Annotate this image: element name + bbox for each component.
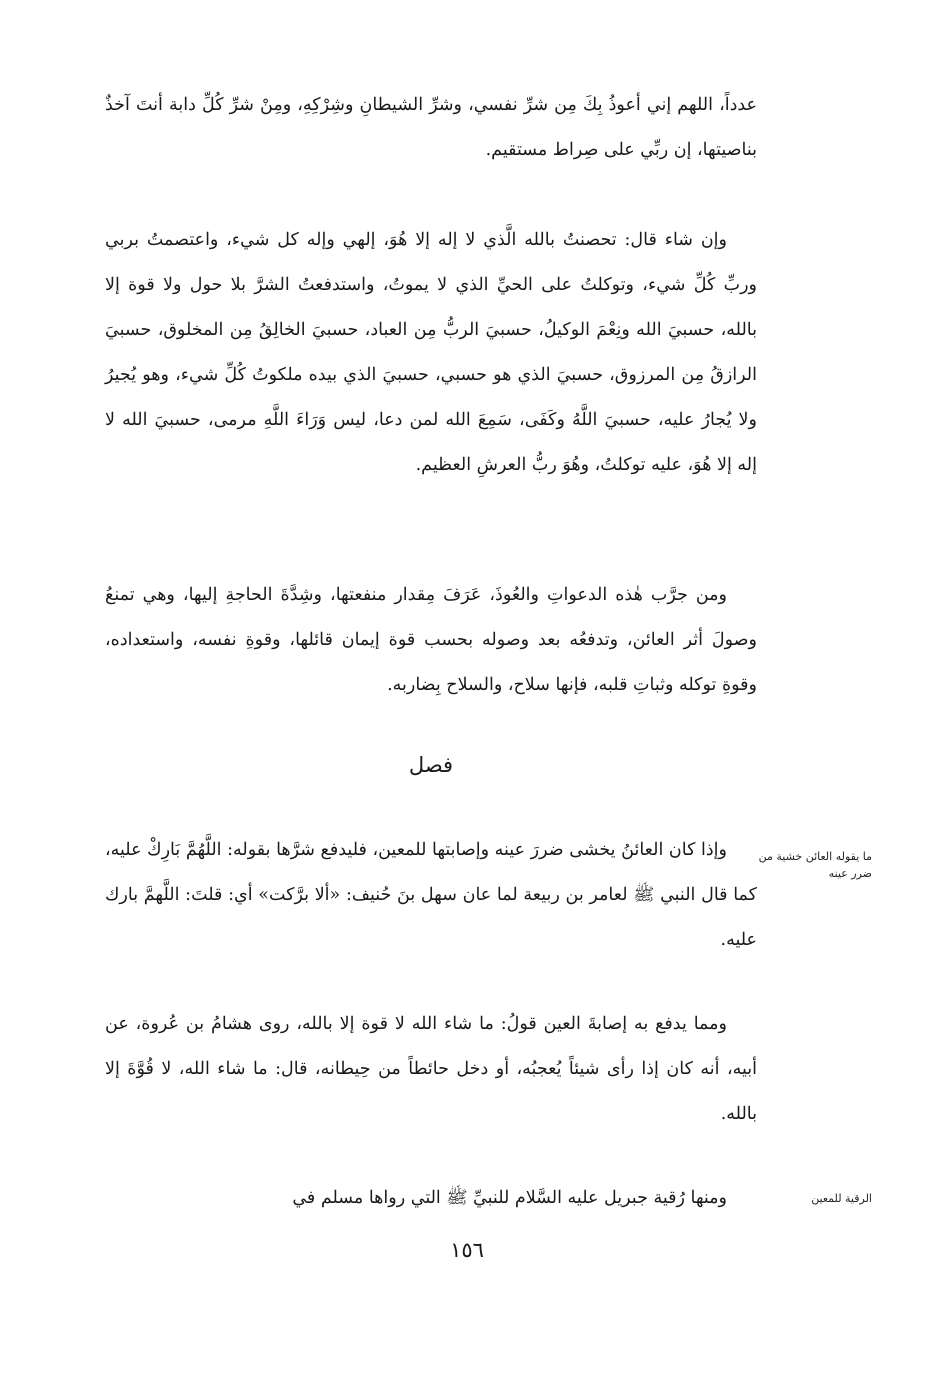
paragraph-1: عدداً، اللهم إني أعوذُ بِكَ مِن شرِّ نفسي، وشرِّ الشيطانِ وشِرْكِهِ، ومِنْ شرِّ كُلِّ دابة أنتَ آخذٌ بناصيتها، إن ربِّي على صِراط مستقيم. [105,95,757,160]
text-block-1 [105,83,757,173]
text-block-5 [105,1002,757,1137]
paragraph-2: وإن شاء قال: تحصنتُ بالله الَّذي لا إله إلا هُوَ، إلهي وإله كل شيء، واعتصمتُ بربي وربِّ كُلِّ شيء، وتوكلتُ على الحيِّ الذي لا يموتُ، واستدفعتُ الشرَّ بلا حول ولا قوة إلا بالله، حسبيَ الله ونِعْمَ الوكيلُ، حسبيَ الربُّ مِن العباد، حسبيَ الخالِقُ مِن المخلوق، حسبيَ الرازقُ مِن المرزوق، حسبيَ الذي هو حسبي، حسبيَ الذي بيده ملكوتُ كُلِّ شيء، وهو يُجيرُ ولا يُجارُ عليه، حسبيَ اللَّهُ وكَفَى، سَمِعَ الله لمن دعا، ليس وَرَاءَ اللَّهِ مرمى، حسبيَ الله لا إله إلا هُوَ، عليه توكلتُ، وهُوَ ربُّ العرشِ العظيم. [105,230,757,475]
page-number: ١٥٦ [450,1238,484,1262]
text-block-6 [105,1176,757,1221]
paragraph-4: وإذا كان العائنُ يخشى ضررَ عينه وإصابتها للمعين، فليدفع شرَّها بقوله: اللَّهُمَّ بَارِكْ عليه، كما قال النبي ﷺ لعامر بن ربيعة لما عان سهل بنَ حُنيف: «ألا برَّكت» أي: قلتَ: اللَّهمَّ بارك عليه. [105,840,757,950]
text-block-2 [105,218,757,488]
margin-note-1: ما يقوله العائن خشية من ضرر عينه [758,850,872,880]
paragraph-6: ومنها رُقية جبريل عليه السَّلام للنبيِّ ﷺ التي رواها مسلم في [292,1188,727,1208]
paragraph-3: ومن جرَّب هٰذه الدعواتِ والعُوذَ، عَرَفَ مِقدار منفعتها، وشِدَّةَ الحاجةِ إليها، وهي تمنعُ وصولَ أثر العائن، وتدفعُه بعد وصوله بحسب قوة إيمان قائلها، وقوةِ نفسه، واستعداده، وقوةِ توكله وثباتِ قلبه، فإنها سلاح، والسلاح بِضاربه. [105,585,757,695]
text-block-3 [105,573,757,708]
section-heading: فصل [408,753,454,777]
margin-note-2: الرقية للمعين [811,1192,872,1205]
text-block-4 [105,828,757,963]
paragraph-5: ومما يدفع به إصابةَ العين قولُ: ما شاء الله لا قوة إلا بالله، روى هشامُ بن عُروة، عن أبيه، أنه كان إذا رأى شيئاً يُعجبُه، أو دخل حائطاً من حِيطانه، قال: ما شاء الله، لا قُوَّةَ إلا بالله. [105,1014,757,1124]
